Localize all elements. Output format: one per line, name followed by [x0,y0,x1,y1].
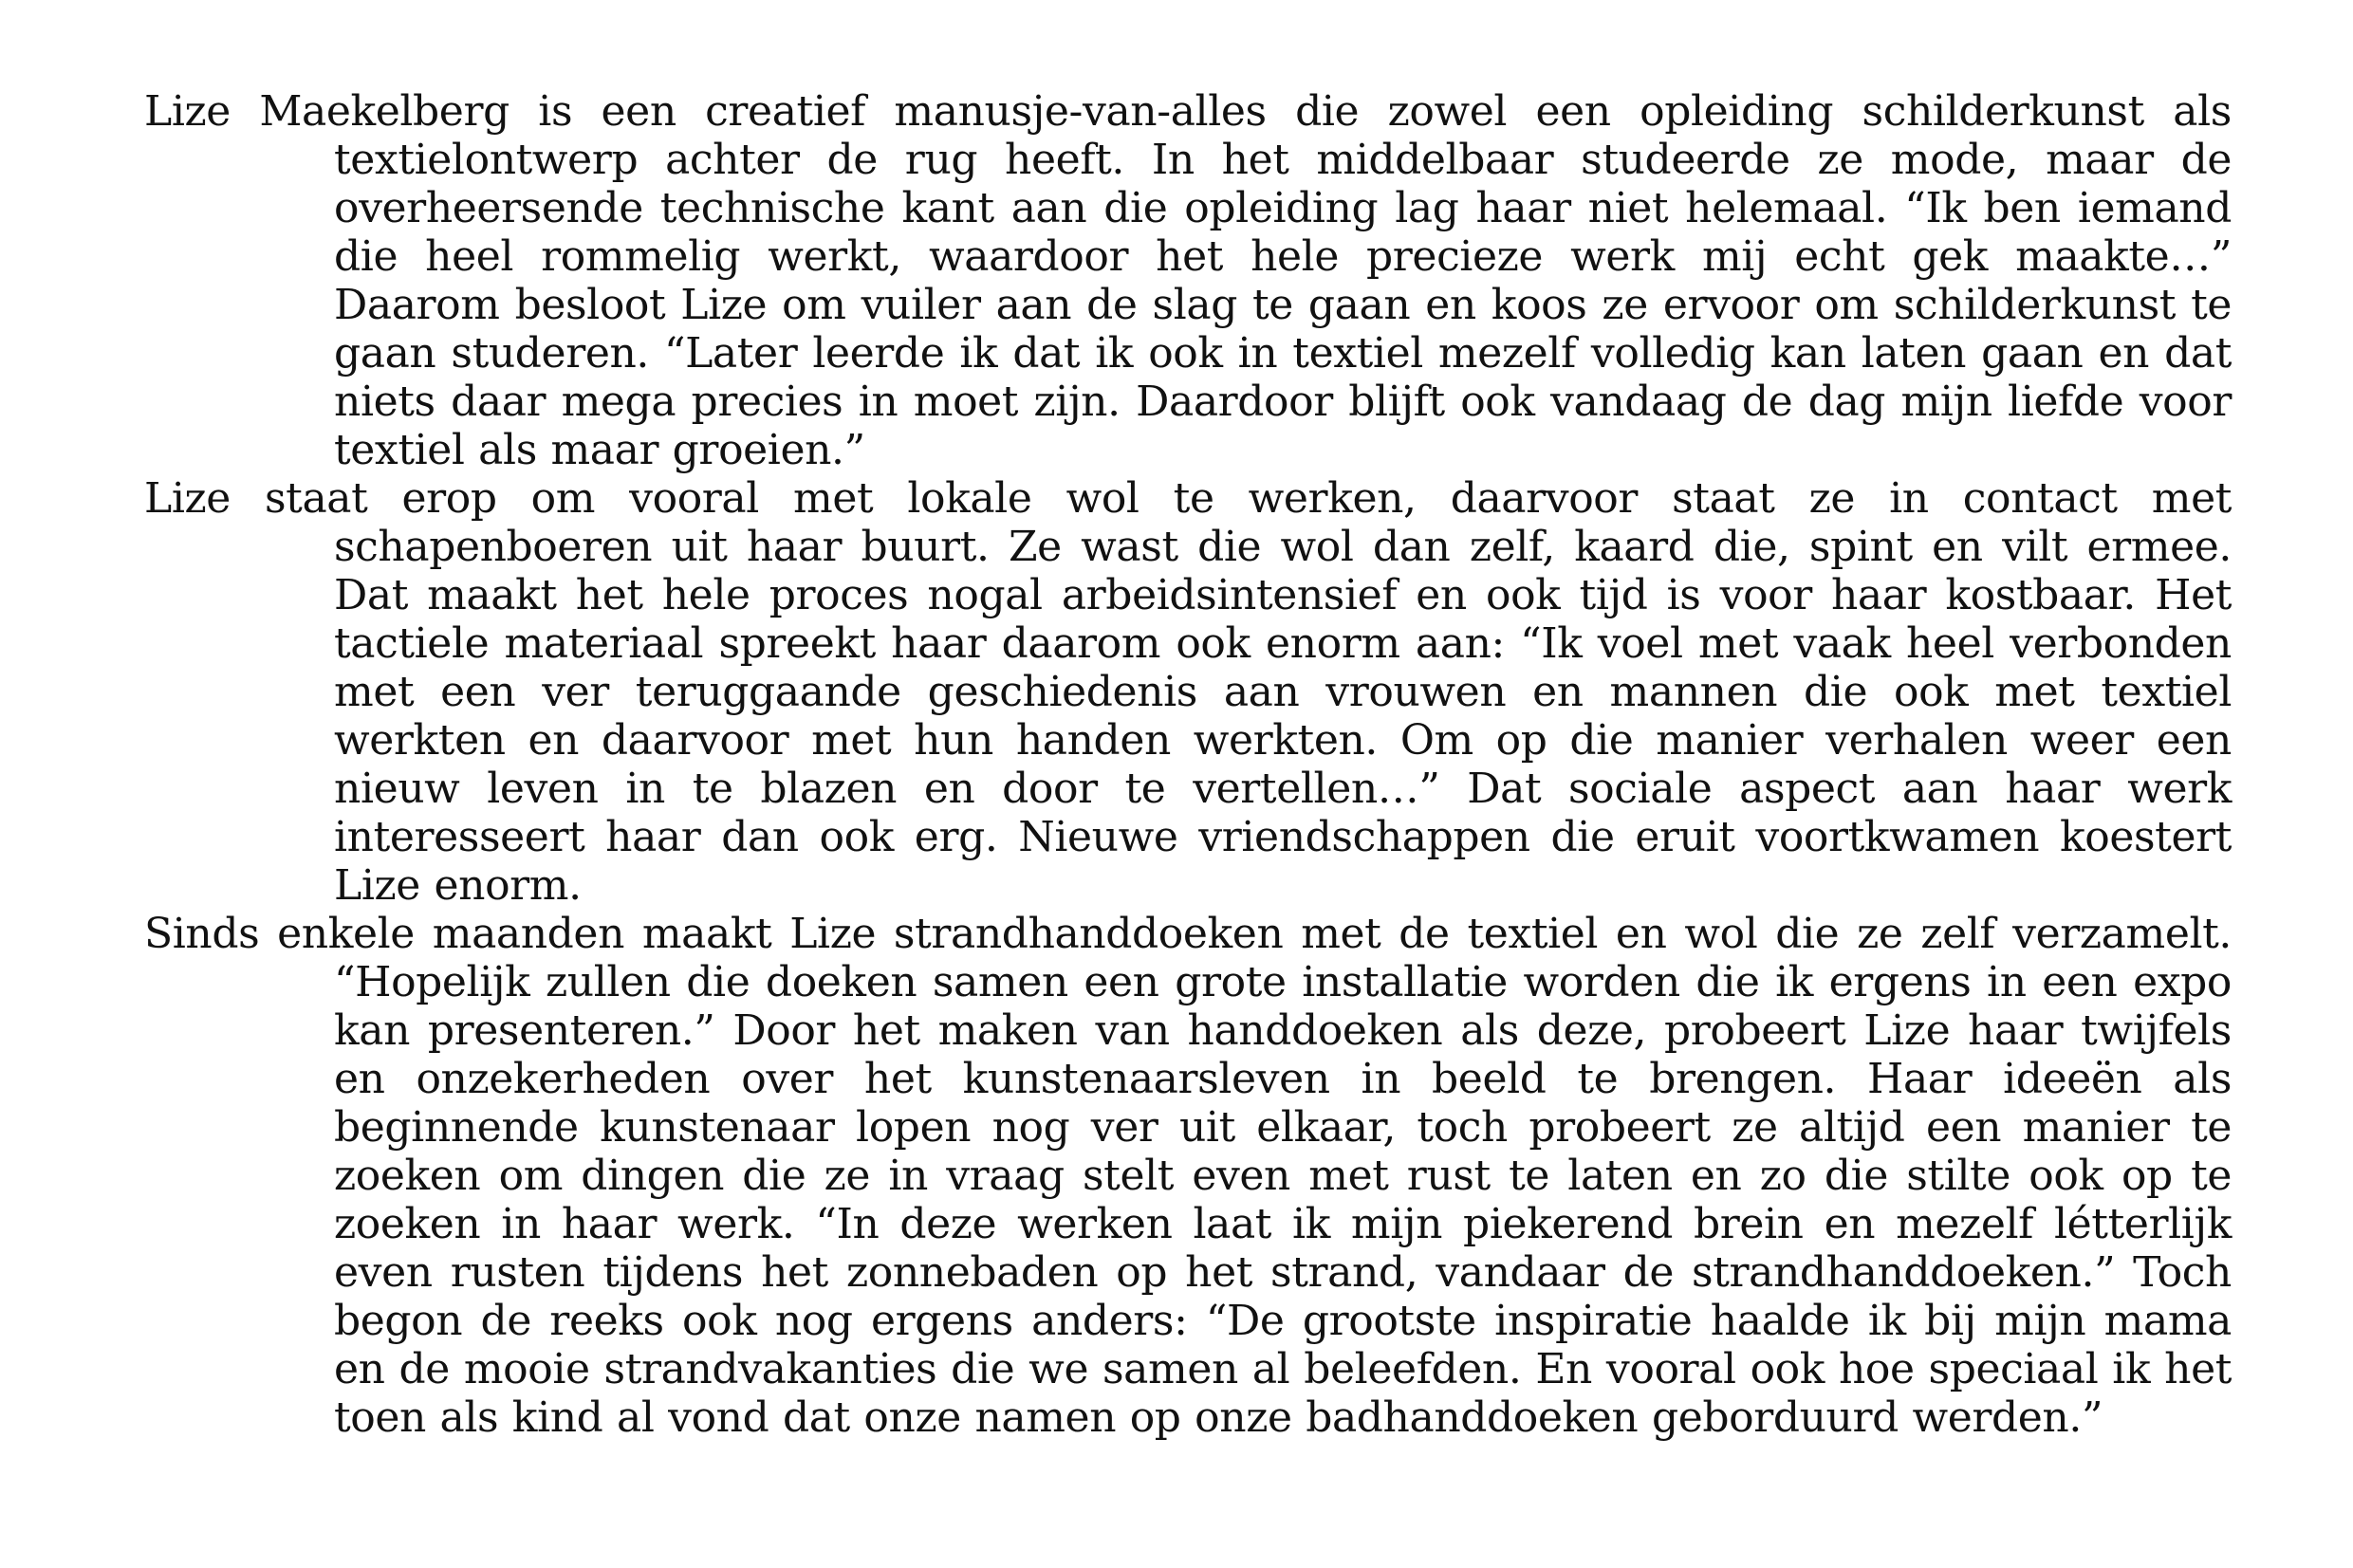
paragraph-intro: Lize Maekelberg is een creatief manusje-van-alles die zowel een opleiding schilderkunst als textielontwerp achter de rug heeft. In het middelbaar studeerde ze mode, maar de overheersende technische kant aan die opleiding lag haar niet helemaal. “Ik ben iemand die heel rommelig werkt, waardoor het hele precieze werk mij echt gek maakte…” Daarom besloot Lize om vuiler aan de slag te gaan en koos ze ervoor om schilderkunst te gaan studeren. “Later leerde ik dat ik ook in textiel mezelf volledig kan laten gaan en dat niets daar mega precies in moet zijn. Daardoor blijft ook vandaag de dag mijn liefde voor textiel als maar groeien.” [144,87,2232,474]
article-body [144,87,2232,1442]
paragraph-beach-towels: Sinds enkele maanden maakt Lize strandhanddoeken met de textiel en wol die ze zelf verzamelt. “Hopelijk zullen die doeken samen een grote installatie worden die ik ergens in een expo kan presenteren.” Door het maken van handdoeken als deze, probeert Lize haar twijfels en onzekerheden over het kunstenaarsleven in beeld te brengen. Haar ideeën als beginnende kunstenaar lopen nog ver uit elkaar, toch probeert ze altijd een manier te zoeken om dingen die ze in vraag stelt even met rust te laten en zo die stilte ook op te zoeken in haar werk. “In deze werken laat ik mijn piekerend brein en mezelf létterlijk even rusten tijdens het zonnebaden op het strand, vandaar de strandhanddoeken.” Toch begon de reeks ook nog ergens anders: “De grootste inspiratie haalde ik bij mijn mama en de mooie strandvakanties die we samen al beleefden. En vooral ook hoe speciaal ik het toen als kind al vond dat onze namen op onze badhanddoeken geborduurd werden.” [144,910,2232,1442]
paragraph-local-wool: Lize staat erop om vooral met lokale wol te werken, daarvoor staat ze in contact met schapenboeren uit haar buurt. Ze wast die wol dan zelf, kaard die, spint en vilt ermee. Dat maakt het hele proces nogal arbeidsintensief en ook tijd is voor haar kostbaar. Het tactiele materiaal spreekt haar daarom ook enorm aan: “Ik voel met vaak heel verbonden met een ver teruggaande geschiedenis aan vrouwen en mannen die ook met textiel werkten en daarvoor met hun handen werkten. Om op die manier verhalen weer een nieuw leven in te blazen en door te vertellen…” Dat sociale aspect aan haar werk interesseert haar dan ook erg. Nieuwe vriendschappen die eruit voortkwamen koestert Lize enorm. [144,474,2232,910]
